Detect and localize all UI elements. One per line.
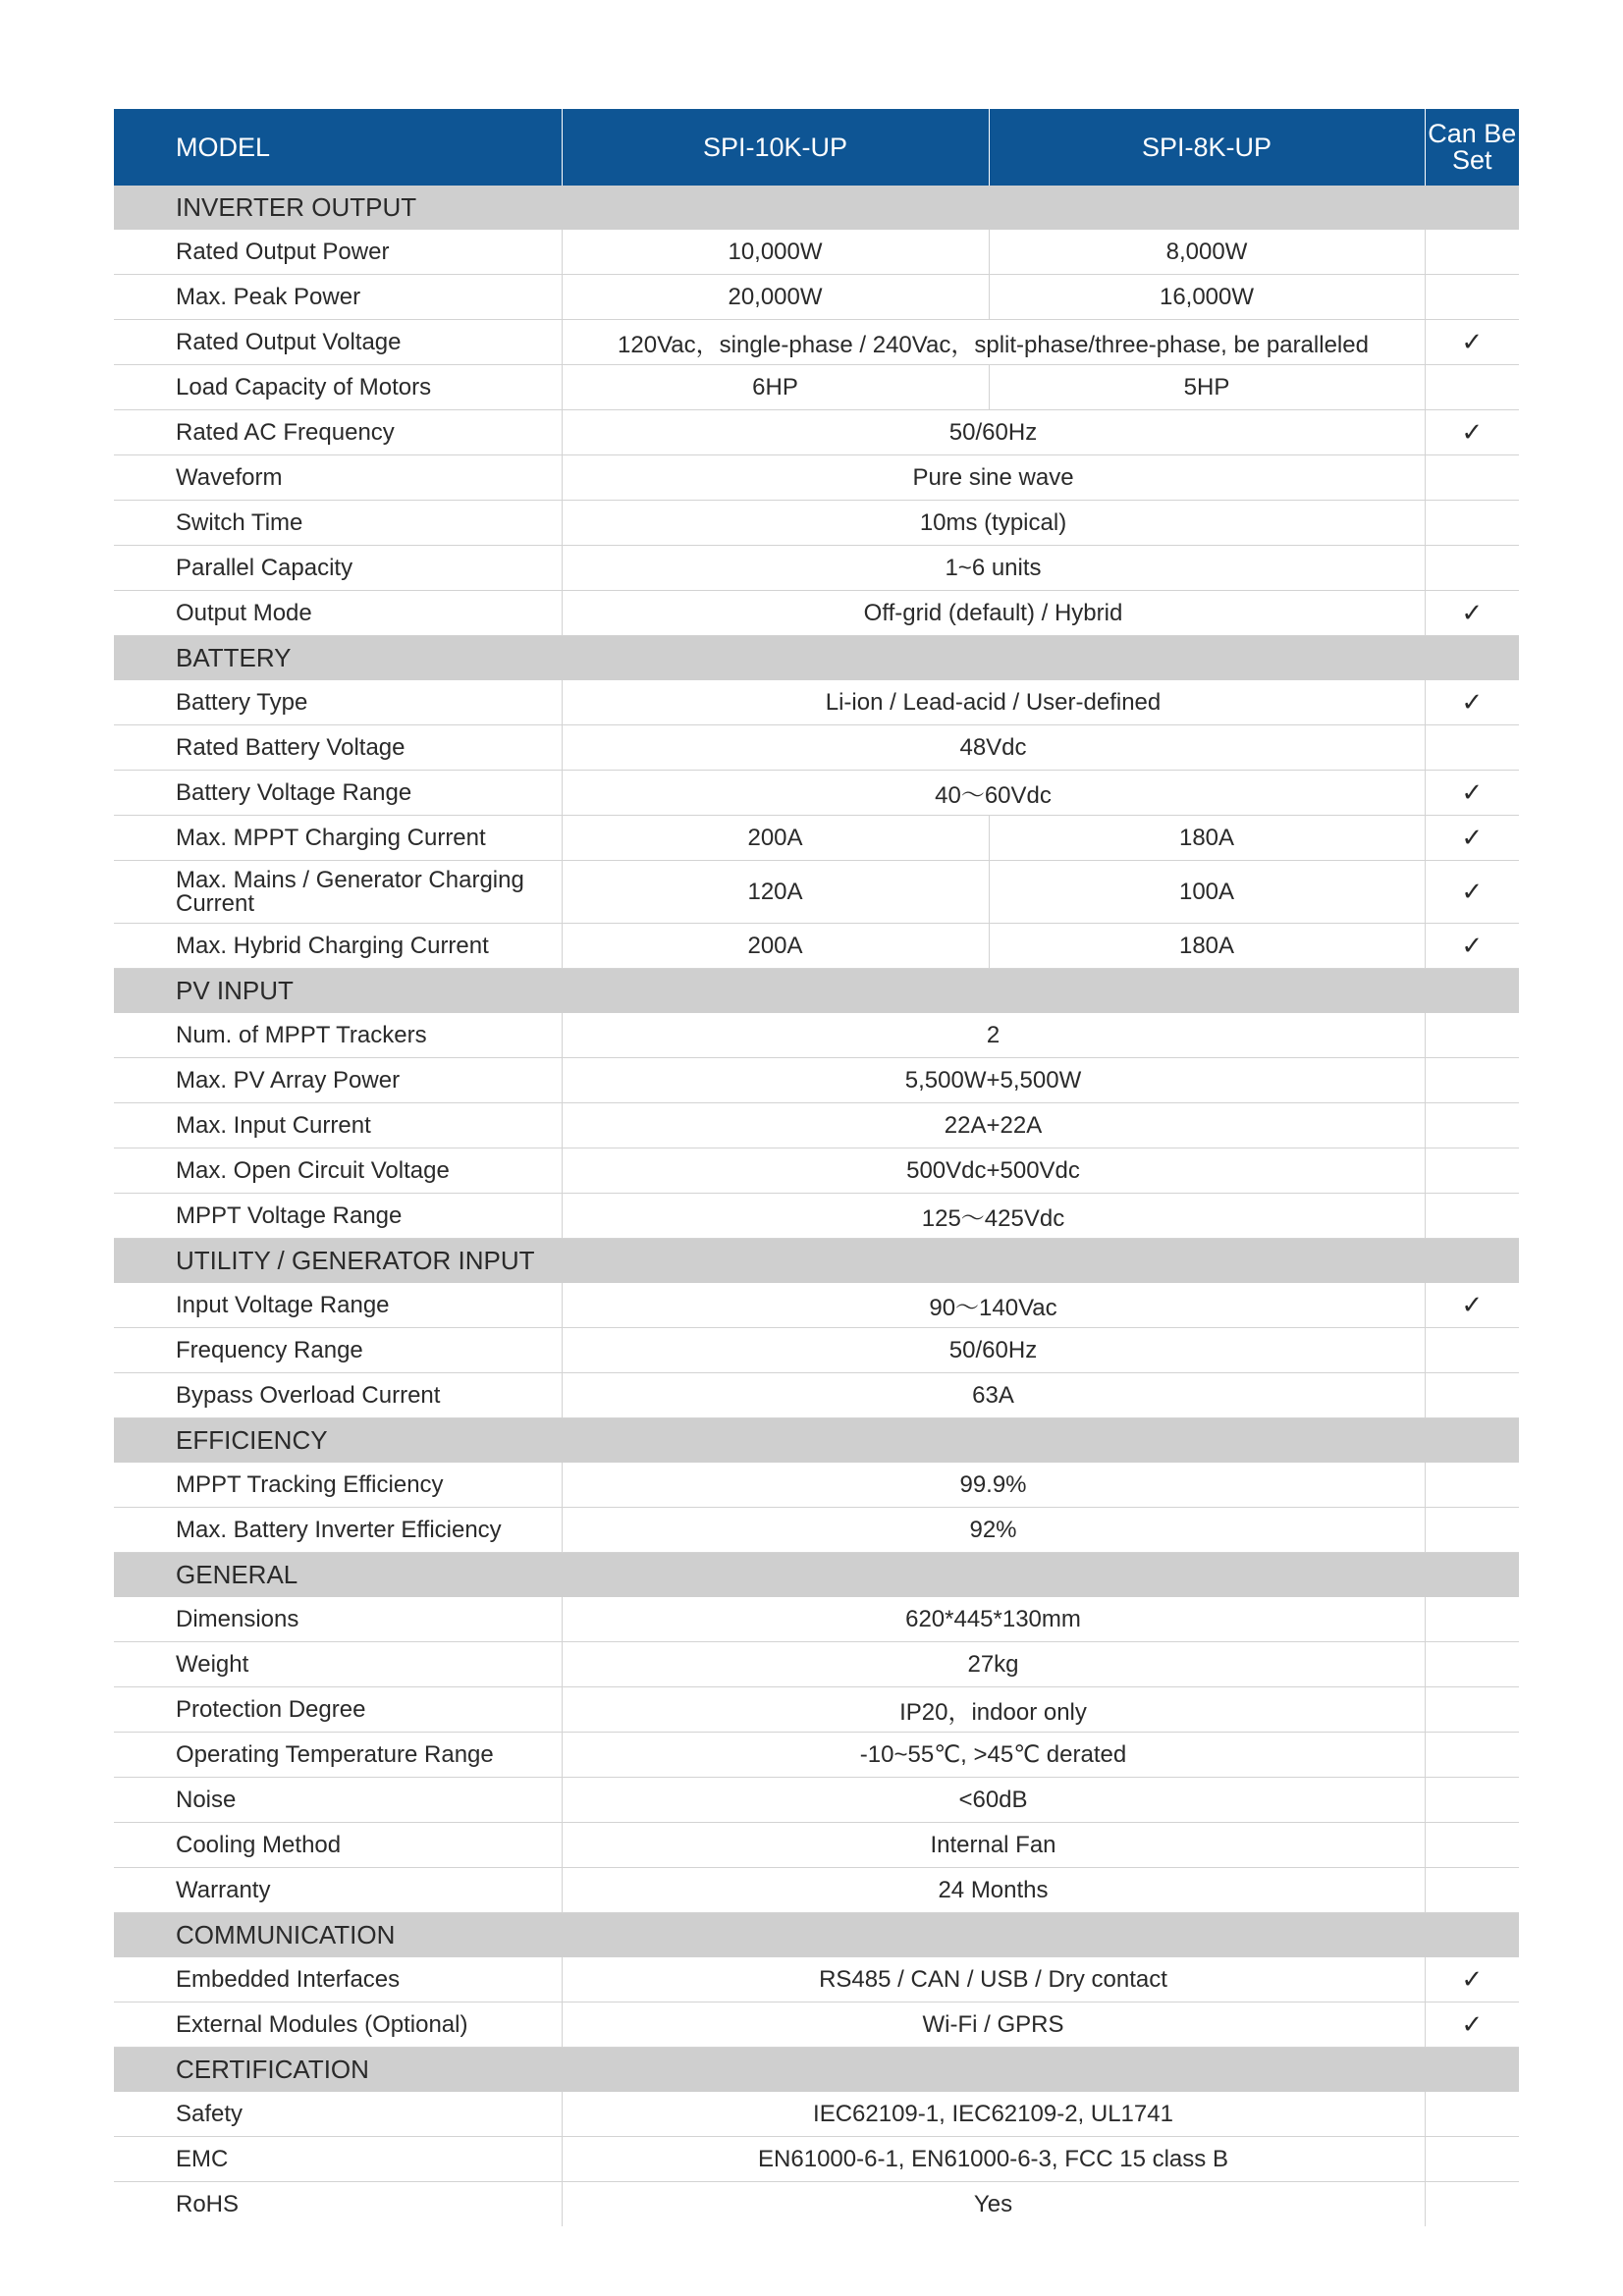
settable-cell bbox=[1425, 1778, 1519, 1823]
spec-row-external-modules-optional bbox=[114, 2002, 1519, 2048]
section-header-pv-input bbox=[114, 969, 1519, 1014]
spec-row-protection-degree bbox=[114, 1687, 1519, 1733]
settable-cell bbox=[1425, 501, 1519, 546]
spec-value: 90～140Vac bbox=[562, 1283, 1425, 1328]
spec-value: Wi-Fi / GPRS bbox=[562, 2002, 1425, 2048]
spec-row-parallel-capacity bbox=[114, 546, 1519, 591]
spec-label: Cooling Method bbox=[114, 1823, 562, 1868]
spec-row-operating-temperature-range bbox=[114, 1733, 1519, 1778]
spec-value: 620*445*130mm bbox=[562, 1597, 1425, 1642]
check-icon: ✓ bbox=[1425, 410, 1519, 455]
spec-row-max-battery-inverter-efficiency bbox=[114, 1508, 1519, 1553]
check-icon: ✓ bbox=[1425, 1957, 1519, 2002]
spec-row-battery-type bbox=[114, 680, 1519, 725]
spec-row-max-peak-power bbox=[114, 275, 1519, 320]
spec-value-spi-8k: 180A bbox=[989, 816, 1425, 861]
section-title: EFFICIENCY bbox=[114, 1418, 1519, 1464]
settable-cell bbox=[1425, 1194, 1519, 1239]
spec-label: Warranty bbox=[114, 1868, 562, 1913]
settable-cell bbox=[1425, 1733, 1519, 1778]
spec-value: IEC62109-1, IEC62109-2, UL1741 bbox=[562, 2092, 1425, 2137]
spec-value: Yes bbox=[562, 2182, 1425, 2227]
spec-value-spi-10k: 200A bbox=[562, 924, 989, 969]
spec-row-rohs bbox=[114, 2182, 1519, 2227]
check-icon: ✓ bbox=[1425, 1283, 1519, 1328]
spec-label: Rated Battery Voltage bbox=[114, 725, 562, 771]
spec-value: Li-ion / Lead-acid / User-defined bbox=[562, 680, 1425, 725]
spec-row-rated-output-power bbox=[114, 230, 1519, 275]
check-icon: ✓ bbox=[1425, 2002, 1519, 2048]
spec-label: Num. of MPPT Trackers bbox=[114, 1013, 562, 1058]
spec-row-mppt-voltage-range bbox=[114, 1194, 1519, 1239]
settable-cell bbox=[1425, 1687, 1519, 1733]
spec-row-switch-time bbox=[114, 501, 1519, 546]
spec-table bbox=[114, 109, 1519, 2226]
spec-value: RS485 / CAN / USB / Dry contact bbox=[562, 1957, 1425, 2002]
spec-row-emc bbox=[114, 2137, 1519, 2182]
spec-label: Parallel Capacity bbox=[114, 546, 562, 591]
spec-value: 50/60Hz bbox=[562, 1328, 1425, 1373]
check-icon: ✓ bbox=[1425, 861, 1519, 924]
spec-label: Max. Input Current bbox=[114, 1103, 562, 1148]
spec-label: MPPT Tracking Efficiency bbox=[114, 1463, 562, 1508]
header-row bbox=[114, 109, 1519, 186]
spec-value: IP20，indoor only bbox=[562, 1687, 1425, 1733]
spec-row-rated-battery-voltage bbox=[114, 725, 1519, 771]
spec-value: 27kg bbox=[562, 1642, 1425, 1687]
spec-label: Frequency Range bbox=[114, 1328, 562, 1373]
spec-value-spi-8k: 5HP bbox=[989, 365, 1425, 410]
spec-label: Max. Hybrid Charging Current bbox=[114, 924, 562, 969]
spec-label: Operating Temperature Range bbox=[114, 1733, 562, 1778]
spec-row-num-of-mppt-trackers bbox=[114, 1013, 1519, 1058]
settable-cell bbox=[1425, 1642, 1519, 1687]
spec-row-max-hybrid-charging-current bbox=[114, 924, 1519, 969]
spec-label: Max. PV Array Power bbox=[114, 1058, 562, 1103]
spec-label: Load Capacity of Motors bbox=[114, 365, 562, 410]
spec-value-spi-10k: 120A bbox=[562, 861, 989, 924]
spec-row-weight bbox=[114, 1642, 1519, 1687]
spec-value: 40～60Vdc bbox=[562, 771, 1425, 816]
spec-value: 99.9% bbox=[562, 1463, 1425, 1508]
spec-value-spi-10k: 20,000W bbox=[562, 275, 989, 320]
spec-label: Max. MPPT Charging Current bbox=[114, 816, 562, 861]
spec-row-max-open-circuit-voltage bbox=[114, 1148, 1519, 1194]
section-title: GENERAL bbox=[114, 1553, 1519, 1598]
spec-row-max-pv-array-power bbox=[114, 1058, 1519, 1103]
settable-cell bbox=[1425, 1868, 1519, 1913]
spec-label: Noise bbox=[114, 1778, 562, 1823]
spec-value: <60dB bbox=[562, 1778, 1425, 1823]
spec-label: Embedded Interfaces bbox=[114, 1957, 562, 2002]
section-header-battery bbox=[114, 636, 1519, 681]
check-icon: ✓ bbox=[1425, 320, 1519, 365]
header-can-be-set: Can Be Set bbox=[1425, 109, 1519, 186]
spec-value: 5,500W+5,500W bbox=[562, 1058, 1425, 1103]
spec-row-cooling-method bbox=[114, 1823, 1519, 1868]
section-header-efficiency bbox=[114, 1418, 1519, 1464]
spec-label: Battery Type bbox=[114, 680, 562, 725]
settable-cell bbox=[1425, 1823, 1519, 1868]
spec-row-mppt-tracking-efficiency bbox=[114, 1463, 1519, 1508]
spec-value-spi-8k: 180A bbox=[989, 924, 1425, 969]
spec-value-spi-8k: 16,000W bbox=[989, 275, 1425, 320]
spec-value: Internal Fan bbox=[562, 1823, 1425, 1868]
spec-row-rated-output-voltage bbox=[114, 320, 1519, 365]
spec-value-spi-10k: 200A bbox=[562, 816, 989, 861]
header-model: MODEL bbox=[114, 109, 562, 186]
spec-label: EMC bbox=[114, 2137, 562, 2182]
spec-row-warranty bbox=[114, 1868, 1519, 1913]
spec-row-rated-ac-frequency bbox=[114, 410, 1519, 455]
spec-label: Input Voltage Range bbox=[114, 1283, 562, 1328]
spec-row-noise bbox=[114, 1778, 1519, 1823]
settable-cell bbox=[1425, 2092, 1519, 2137]
spec-label: Bypass Overload Current bbox=[114, 1373, 562, 1418]
spec-value-spi-10k: 6HP bbox=[562, 365, 989, 410]
spec-value: 48Vdc bbox=[562, 725, 1425, 771]
spec-value: 1~6 units bbox=[562, 546, 1425, 591]
spec-label: Max. Open Circuit Voltage bbox=[114, 1148, 562, 1194]
spec-label: Max. Mains / Generator Charging Current bbox=[114, 861, 562, 924]
settable-cell bbox=[1425, 2182, 1519, 2227]
spec-value: 22A+22A bbox=[562, 1103, 1425, 1148]
spec-row-frequency-range bbox=[114, 1328, 1519, 1373]
spec-label: Rated AC Frequency bbox=[114, 410, 562, 455]
header-spi-8k: SPI-8K-UP bbox=[989, 109, 1425, 186]
section-header-utility-generator-input bbox=[114, 1239, 1519, 1284]
spec-label: Switch Time bbox=[114, 501, 562, 546]
spec-label: Battery Voltage Range bbox=[114, 771, 562, 816]
spec-body bbox=[114, 186, 1519, 2226]
check-icon: ✓ bbox=[1425, 771, 1519, 816]
spec-label: Rated Output Power bbox=[114, 230, 562, 275]
settable-cell bbox=[1425, 365, 1519, 410]
settable-cell bbox=[1425, 1328, 1519, 1373]
spec-label: Output Mode bbox=[114, 591, 562, 636]
spec-value: -10~55℃, >45℃ derated bbox=[562, 1733, 1425, 1778]
settable-cell bbox=[1425, 2137, 1519, 2182]
spec-value-spi-8k: 8,000W bbox=[989, 230, 1425, 275]
section-title: PV INPUT bbox=[114, 969, 1519, 1014]
spec-value: 10ms (typical) bbox=[562, 501, 1425, 546]
spec-row-safety bbox=[114, 2092, 1519, 2137]
check-icon: ✓ bbox=[1425, 816, 1519, 861]
spec-value: 120Vac，single-phase / 240Vac，split-phase/three-phase, be paralleled bbox=[562, 320, 1425, 365]
spec-row-max-mppt-charging-current bbox=[114, 816, 1519, 861]
spec-row-input-voltage-range bbox=[114, 1283, 1519, 1328]
spec-value: 24 Months bbox=[562, 1868, 1425, 1913]
spec-value-spi-10k: 10,000W bbox=[562, 230, 989, 275]
section-title: UTILITY / GENERATOR INPUT bbox=[114, 1239, 1519, 1284]
spec-value: 500Vdc+500Vdc bbox=[562, 1148, 1425, 1194]
spec-label: MPPT Voltage Range bbox=[114, 1194, 562, 1239]
spec-row-waveform bbox=[114, 455, 1519, 501]
spec-label: Waveform bbox=[114, 455, 562, 501]
section-header-inverter-output bbox=[114, 186, 1519, 230]
header-spi-10k: SPI-10K-UP bbox=[562, 109, 989, 186]
spec-value-spi-8k: 100A bbox=[989, 861, 1425, 924]
spec-row-battery-voltage-range bbox=[114, 771, 1519, 816]
spec-value: 50/60Hz bbox=[562, 410, 1425, 455]
spec-row-dimensions bbox=[114, 1597, 1519, 1642]
spec-label: Protection Degree bbox=[114, 1687, 562, 1733]
spec-value: 92% bbox=[562, 1508, 1425, 1553]
settable-cell bbox=[1425, 275, 1519, 320]
spec-label: Safety bbox=[114, 2092, 562, 2137]
spec-row-max-mains-generator-charging-current bbox=[114, 861, 1519, 924]
spec-row-load-capacity-of-motors bbox=[114, 365, 1519, 410]
settable-cell bbox=[1425, 1058, 1519, 1103]
settable-cell bbox=[1425, 1013, 1519, 1058]
section-header-certification bbox=[114, 2048, 1519, 2093]
spec-label: RoHS bbox=[176, 2190, 240, 2217]
settable-cell bbox=[1425, 1463, 1519, 1508]
settable-cell bbox=[1425, 1597, 1519, 1642]
settable-cell bbox=[1425, 546, 1519, 591]
section-title: BATTERY bbox=[114, 636, 1519, 681]
spec-value: 63A bbox=[562, 1373, 1425, 1418]
spec-label: Dimensions bbox=[114, 1597, 562, 1642]
spec-label: External Modules (Optional) bbox=[114, 2002, 562, 2048]
check-icon: ✓ bbox=[1425, 680, 1519, 725]
settable-cell bbox=[1425, 1148, 1519, 1194]
spec-label: Max. Peak Power bbox=[114, 275, 562, 320]
spec-label: Max. Battery Inverter Efficiency bbox=[114, 1508, 562, 1553]
spec-row-bypass-overload-current bbox=[114, 1373, 1519, 1418]
section-title: COMMUNICATION bbox=[114, 1913, 1519, 1958]
section-title: CERTIFICATION bbox=[114, 2048, 1519, 2093]
spec-value: 2 bbox=[562, 1013, 1425, 1058]
spec-value: 125～425Vdc bbox=[562, 1194, 1425, 1239]
settable-cell bbox=[1425, 230, 1519, 275]
settable-cell bbox=[1425, 1373, 1519, 1418]
settable-cell bbox=[1425, 725, 1519, 771]
spec-value: Pure sine wave bbox=[562, 455, 1425, 501]
spec-value: EN61000-6-1, EN61000-6-3, FCC 15 class B bbox=[562, 2137, 1425, 2182]
spec-row-max-input-current bbox=[114, 1103, 1519, 1148]
section-header-general bbox=[114, 1553, 1519, 1598]
section-header-communication bbox=[114, 1913, 1519, 1958]
settable-cell bbox=[1425, 1508, 1519, 1553]
spec-row-embedded-interfaces bbox=[114, 1957, 1519, 2002]
check-icon: ✓ bbox=[1425, 924, 1519, 969]
spec-label: Rated Output Voltage bbox=[114, 320, 562, 365]
spec-row-output-mode bbox=[114, 591, 1519, 636]
spec-value: Off-grid (default) / Hybrid bbox=[562, 591, 1425, 636]
spec-label: Weight bbox=[114, 1642, 562, 1687]
settable-cell bbox=[1425, 1103, 1519, 1148]
section-title: INVERTER OUTPUT bbox=[114, 186, 1519, 230]
settable-cell bbox=[1425, 455, 1519, 501]
check-icon: ✓ bbox=[1425, 591, 1519, 636]
